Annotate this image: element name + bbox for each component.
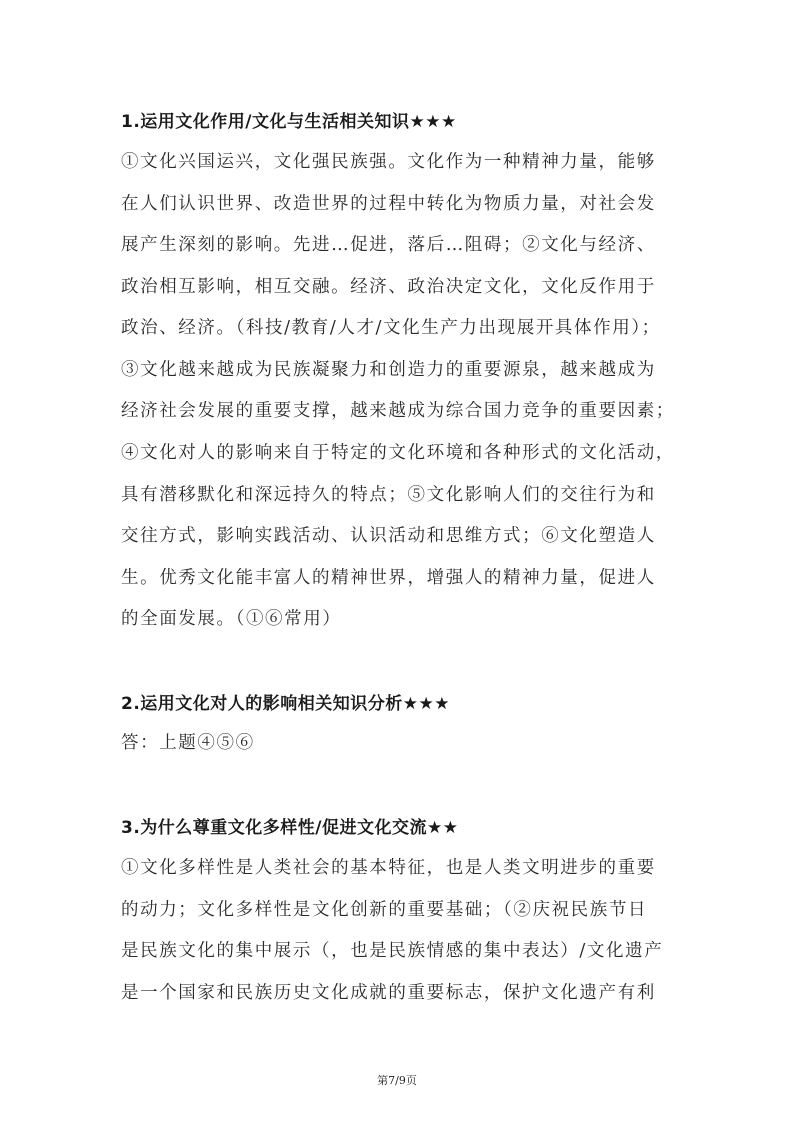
- section-3-heading: 3.为什么尊重文化多样性/促进文化交流★★: [121, 818, 459, 838]
- section-3-line-3: 是民族文化的集中展示（，也是民族情感的集中表达）/文化遗产: [121, 941, 664, 961]
- section-1-line-11: 生。优秀文化能丰富人的精神世界，增强人的精神力量，促进人: [121, 568, 656, 588]
- section-1-line-5: 政治、经济。（科技/教育/人才/文化生产力出现展开具体作用）；: [121, 318, 661, 338]
- section-1-heading: 1.运用文化作用/文化与生活相关知识★★★: [121, 112, 457, 132]
- section-1-line-4: 政治相互影响，相互交融。经济、政治决定文化，文化反作用于: [121, 277, 656, 297]
- section-2-answer: 答：上题④⑤⑥: [121, 733, 255, 753]
- section-2-heading: 2.运用文化对人的影响相关知识分析★★★: [121, 694, 451, 714]
- section-3-line-1: ①文化多样性是人类社会的基本特征，也是人类文明进步的重要: [121, 858, 656, 878]
- section-1-line-6: ③文化越来越成为民族凝聚力和创造力的重要源泉，越来越成为: [121, 360, 656, 380]
- section-1-line-8: ④文化对人的影响来自于特定的文化环境和各种形式的文化活动，: [121, 443, 675, 463]
- section-3-line-4: 是一个国家和民族历史文化成就的重要标志，保护文化遗产有利: [121, 983, 656, 1003]
- section-1-line-10: 交往方式，影响实践活动、认识活动和思维方式；⑥文化塑造人: [121, 526, 656, 546]
- page-number: 第7/9页: [377, 1074, 417, 1087]
- section-1-line-2: 在人们认识世界、改造世界的过程中转化为物质力量，对社会发: [121, 194, 656, 214]
- section-1-line-9: 具有潜移默化和深远持久的特点；⑤文化影响人们的交往行为和: [121, 485, 656, 505]
- section-1-line-1: ①文化兴国运兴，文化强民族强。文化作为一种精神力量，能够: [121, 152, 656, 172]
- section-1-line-3: 展产生深刻的影响。先进…促进，落后…阻碍；②文化与经济、: [121, 235, 656, 255]
- section-3-line-2: 的动力；文化多样性是文化创新的重要基础；（②庆祝民族节日: [121, 900, 648, 920]
- section-1-line-12: 的全面发展。（①⑥常用）: [121, 609, 342, 629]
- section-1-line-7: 经济社会发展的重要支撑，越来越成为综合国力竞争的重要因素；: [121, 401, 675, 421]
